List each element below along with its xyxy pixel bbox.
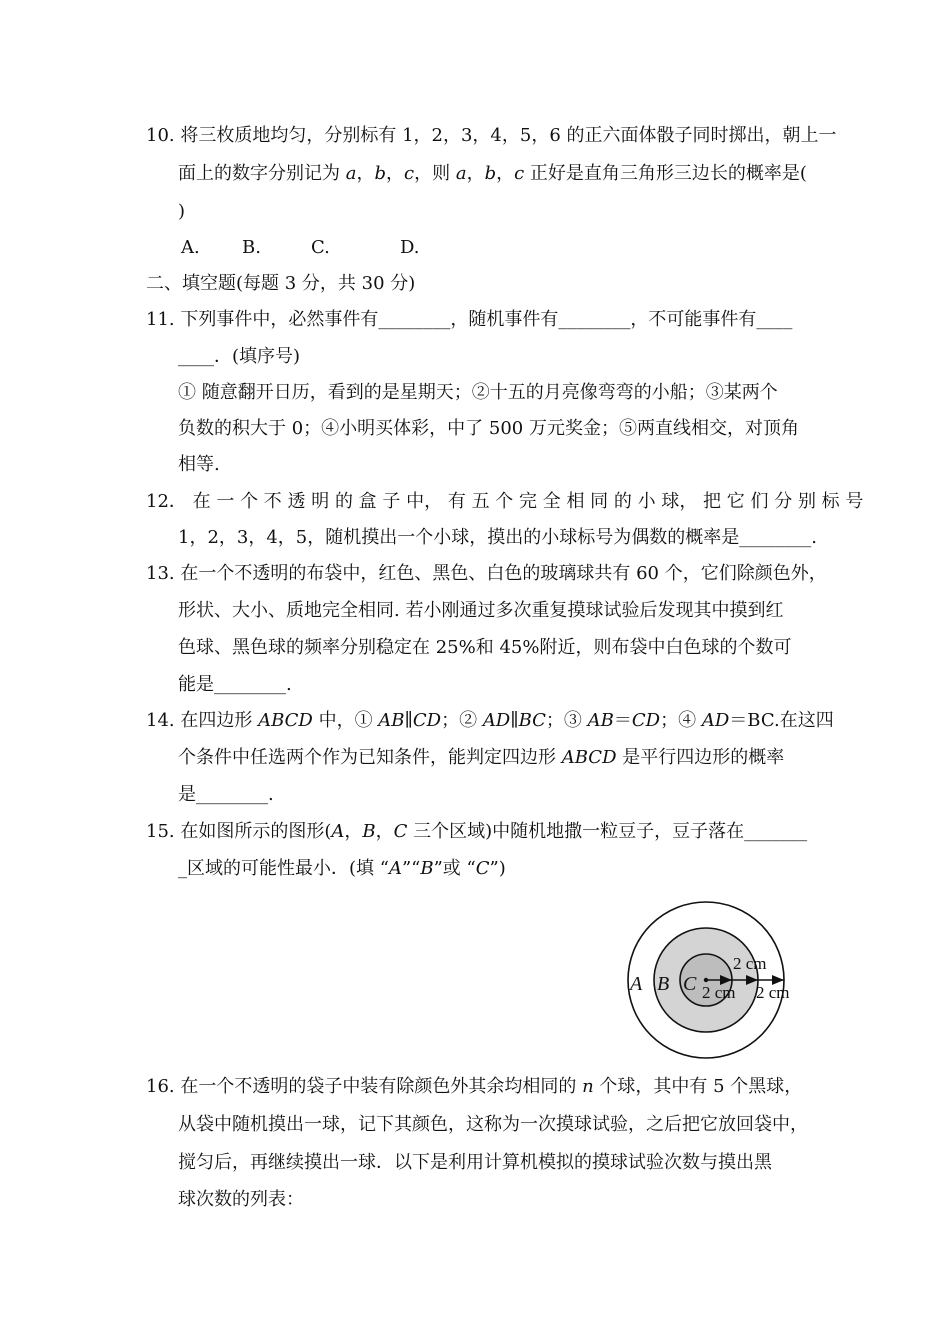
q11-line-3: ① 随意翻开日历，看到的是星期天；②十五的月亮像弯弯的小船；③某两个 [178,382,778,403]
q14-text: 14. 在四边形 [146,710,259,731]
q16-line-3: 搅匀后，再继续摸出一球．以下是利用计算机模拟的摸球试验次数与摸出黑 [178,1152,772,1173]
q14-line-2 [178,746,784,770]
q10-sep: ， [496,163,515,184]
q10-sep: ， [356,163,375,184]
q10-line-2-pre: 面上的数字分别记为 [178,163,346,184]
var-c: c [514,163,525,184]
label-c: C [683,973,697,995]
q13-line-1: 13. 在一个不透明的布袋中，红色、黑色、白色的玻璃球共有 60 个，它们除颜色外， [146,563,827,584]
q15-text: ， [344,821,363,842]
q15-text: ， [375,821,394,842]
q14-text: C.在这四 [760,710,834,731]
seg-ad: AD [701,710,730,731]
q11-line-5: 相等. [178,454,220,475]
q10-line-2 [178,162,807,186]
var-a: a [455,163,467,184]
quad-abcd: ABCD [561,747,617,768]
region-c: C [393,821,408,842]
seg-ab: AB [587,710,614,731]
var-c: c [404,163,415,184]
q10-line-2-post: 正好是直角三角形三边长的概率是( [524,163,807,184]
q12-line-1: 12． 在 一 个 不 透 明 的 盒 子 中， 有 五 个 完 全 相 同 的 小 球， 把 它 们 分 别 标 号 [146,491,864,512]
concentric-circles-figure [620,898,816,1062]
var-a: a [345,163,357,184]
q16-line-1 [146,1075,802,1099]
option-d: D. [400,237,420,258]
equals-symbol: ＝ [613,710,632,731]
parallel-symbol: ∥ [510,710,519,731]
q14-text: 中，① [312,710,379,731]
seg-cd: CD [631,710,661,731]
q14-line-3: 是________. [178,784,274,805]
label-b: B [657,973,670,995]
q15-line-1 [146,820,807,844]
measure-inner: 2 cm [702,983,736,1002]
var-n: n [582,1076,594,1097]
q14-text: 是平行四边形的概率 [616,747,785,768]
option-b: B. [242,237,261,258]
q16-line-4: 球次数的列表： [178,1189,304,1210]
option-c: C. [311,237,330,258]
q15-text: ”) [489,858,506,879]
q14-text: ；② [441,710,483,731]
region-c: C [475,858,490,879]
q10-sep: ， [466,163,485,184]
q10-line-1: 10. 将三枚质地均匀，分别标有 1，2，3，4，5，6 的正六面体骰子同时掷出，朝上一 [146,125,837,146]
q15-text: _区域的可能性最小．(填 “ [178,858,389,879]
q14-text: ；③ [545,710,588,731]
q15-line-2 [178,857,506,881]
parallel-symbol: ∥ [404,710,413,731]
q11-line-1: 11. 下列事件中，必然事件有________，随机事件有________，不可能事件有____ [146,309,793,330]
q13-line-4: 能是________. [178,674,292,695]
q15-text: 15. 在如图所示的图形( [146,821,332,842]
q16-text: 个球，其中有 5 个黑球， [593,1076,803,1097]
q11-line-4: 负数的积大于 0；④小明买体彩，中了 500 万元奖金；⑤两直线相交，对顶角 [178,418,799,439]
q13-line-2: 形状、大小、质地完全相同. 若小刚通过多次重复摸球试验后发现其中摸到红 [178,600,784,621]
q12-line-2: 1，2，3，4，5，随机摸出一个小球，摸出的小球标号为偶数的概率是________. [178,527,817,548]
q15-text: ”“ [401,858,421,879]
q13-line-3: 色球、黑色球的频率分别稳定在 25%和 45%附近，则布袋中白色球的个数可 [178,637,792,658]
var-b: b [484,163,497,184]
measure-middle: 2 cm [733,954,767,973]
q16-text: 16. 在一个不透明的袋子中装有除颜色外其余均相同的 [146,1076,583,1097]
quad-abcd: ABCD [258,710,313,731]
region-a: A [331,821,345,842]
seg-ad: AD [482,710,511,731]
region-b: B [420,858,434,879]
q14-text: ；④ [660,710,702,731]
label-a: A [630,973,643,995]
q11-line-2: ____．(填序号) [178,346,301,367]
q15-text: 三个区域)中随机地撒一粒豆子，豆子落在_______ [407,821,808,842]
seg-bc: BC [518,710,546,731]
seg-cd: CD [412,710,442,731]
q15-text: ”或 “ [433,858,476,879]
region-b: B [362,821,376,842]
q10-line-2-mid: ，则 [414,163,456,184]
option-a: A. [181,237,200,258]
q16-line-2: 从袋中随机摸出一球，记下其颜色，这称为一次摸球试验，之后把它放回袋中， [178,1114,808,1135]
seg-ab: AB [378,710,405,731]
q14-line-1 [146,709,834,733]
var-b: b [374,163,386,184]
measure-outer: 2 cm [756,983,790,1002]
q10-line-3: ) [178,201,186,222]
region-a: A [388,858,402,879]
letter-b: B [747,710,761,731]
q10-sep: ， [386,163,404,184]
q14-text: 个条件中任选两个作为已知条件，能判定四边形 [178,747,562,768]
equals-symbol: ＝ [729,710,748,731]
section-heading: 二、填空题(每题 3 分，共 30 分) [146,273,416,294]
